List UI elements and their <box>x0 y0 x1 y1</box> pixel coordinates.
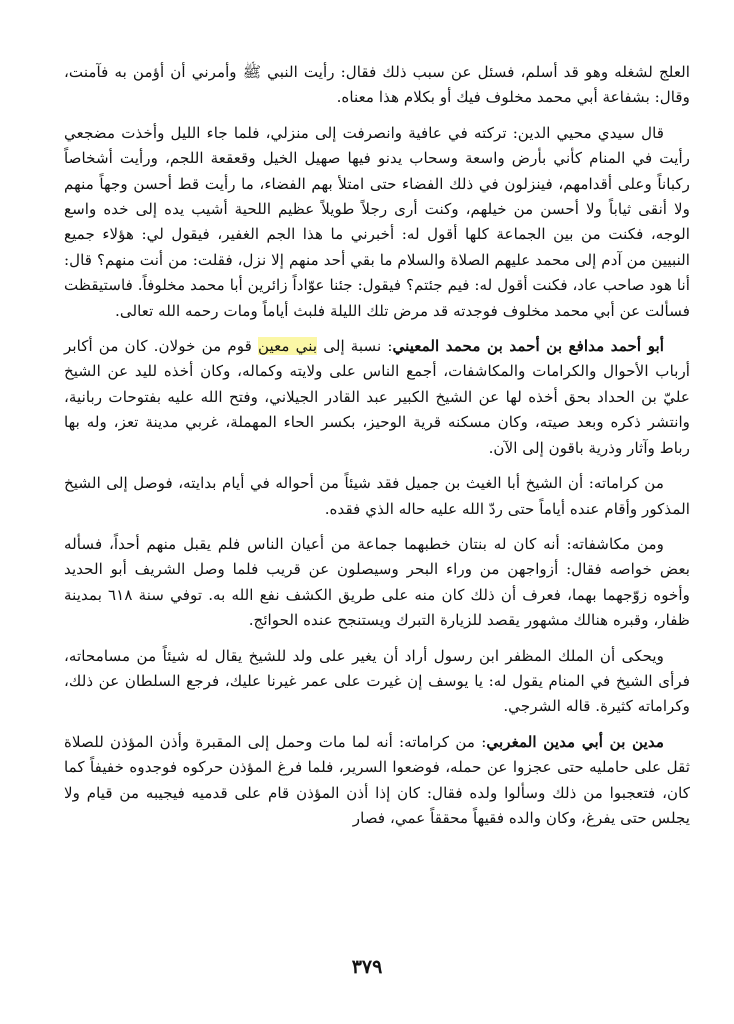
paragraph-5 <box>64 532 690 634</box>
paragraph-text: ومن مكاشفاته: أنه كان له بنتان خطبهما جماعة من أعيان الناس فلم يقبل منهم أحداً، فسأله بعض خواصه فقال: أزواجهن من وراء البحر وسيصلون عن قريب فلما وصل الشريف أبو الحديد وأخوه زوّجهما بهما، فعرف أن ذلك كان منه على طريق الكشف نفع الله به. توفي سنة ٦١٨ بمدينة ظفار، وقبره هنالك مشهور يقصد للزيارة التبرك ويستنجح عنده الحوائج. <box>64 534 690 630</box>
paragraph-2 <box>64 121 690 324</box>
book-page <box>64 60 690 841</box>
paragraph-text: قال سيدي محيي الدين: تركته في عافية وانصرفت إلى منزلي، فلما جاء الليل وأخذت مضجعي رأيت في المنام كأني بأرض واسعة وسحاب يدنو فيها صهيل الخيل وقعقعة اللجم، ورأيت أشخاصاً ركباناً وعلى أقدامهم، فينزلون في ذلك الفضاء حتى امتلأ بهم الفضاء، ما رأيت قط أحسن وجهاً منهم ولا أنقى ثياباً ولا أحسن من خيلهم، وكنت أرى رجلاً طويلاً عظيم اللحية أشيب يده إلى خده واسع الوجه، فكنت من بين الجماعة كلها أقول له: أخبرني ما هذا الجم الغفير، فيقول لي: هؤلاء جميع النبيين من آدم إلى محمد عليهم الصلاة والسلام ما بقي أحد منهم إلا نزل، فقلت: من أنت منهم؟ قال: أنا هود صاحب عاد، فكنت أقول له: فيم جئتم؟ فيقول: جئنا عوّاداً زائرين أبا محمد مخلوفاً. فاستيقظت فسألت عن أبي محمد مخلوف فوجدته قد مرض تلك الليلة فلبث أياماً ومات رحمه الله تعالى. <box>64 123 690 320</box>
paragraph-4 <box>64 471 690 522</box>
highlighted-text: بني معين <box>257 337 318 356</box>
entry-heading: مدين بن أبي مدين المغربي <box>486 732 664 751</box>
paragraph-7 <box>64 730 690 832</box>
paragraph-1 <box>64 60 690 111</box>
paragraph-text: قوم من خولان. كان من أكابر أرباب الأحوال والكرامات والمكاشفات، أجمع الناس على ولايته وكماله، وكان أخذه لليد عن الشيخ عليّ بن الحداد بحق أخذه لها عن الشيخ الكبير عبد القادر الجيلاني، وفتح الله عليه بفتوحات ربانية، وانتشر ذكره وبعد صيته، وكان مسكنه قرية الوحيز، بكسر الحاء المهملة، غربي مدينة تعز، وله بها رباط وآثار وذرية باقون إلى الآن. <box>64 337 690 457</box>
paragraph-3 <box>64 334 690 461</box>
paragraph-text: : من كراماته: أنه لما مات وحمل إلى المقبرة وأذن المؤذن للصلاة ثقل على حامليه حتى عجزوا عن حمله، فوضعوا السرير، فلما فرغ المؤذن حركوه فوجدوه خفيفاً كما كان، فتعجبوا من ذلك وسألوا ولده فقال: كان إذا أذن المؤذن قام على قدميه فيجيبه من قيام ولا يجلس حتى يفرغ، وكان والده فقيهاً محققاً عمي، فصار <box>64 732 690 827</box>
page-number: ٣٧٩ <box>351 956 383 978</box>
paragraph-text: ويحكى أن الملك المظفر ابن رسول أراد أن يغير على ولد للشيخ يقال له شيئاً من مسامحاته، فرأى الشيخ في المنام يقول له: يا يوسف إن غيرت على عمر غيرنا عليك، فرجع السلطان عن ذلك، وكراماته كثيرة. قاله الشرجي. <box>64 646 690 716</box>
entry-heading: أبو أحمد مدافع بن أحمد بن محمد المعيني <box>392 337 664 356</box>
paragraph-6 <box>64 644 690 720</box>
paragraph-text: من كراماته: أن الشيخ أبا الغيث بن جميل فقد شيئاً من أحواله في أيام بدايته، فوصل إلى الشيخ المذكور وأقام عنده أياماً حتى ردّ الله عليه حاله الذي فقده. <box>64 474 690 518</box>
paragraph-text: العلج لشغله وهو قد أسلم، فسئل عن سبب ذلك فقال: رأيت النبي ﷺ وأمرني أن أؤمن به فآمنت، وقال: بشفاعة أبي محمد مخلوف فيك أو بكلام هذا معناه. <box>64 63 690 107</box>
paragraph-text-lead: : نسبة إلى <box>317 337 393 356</box>
